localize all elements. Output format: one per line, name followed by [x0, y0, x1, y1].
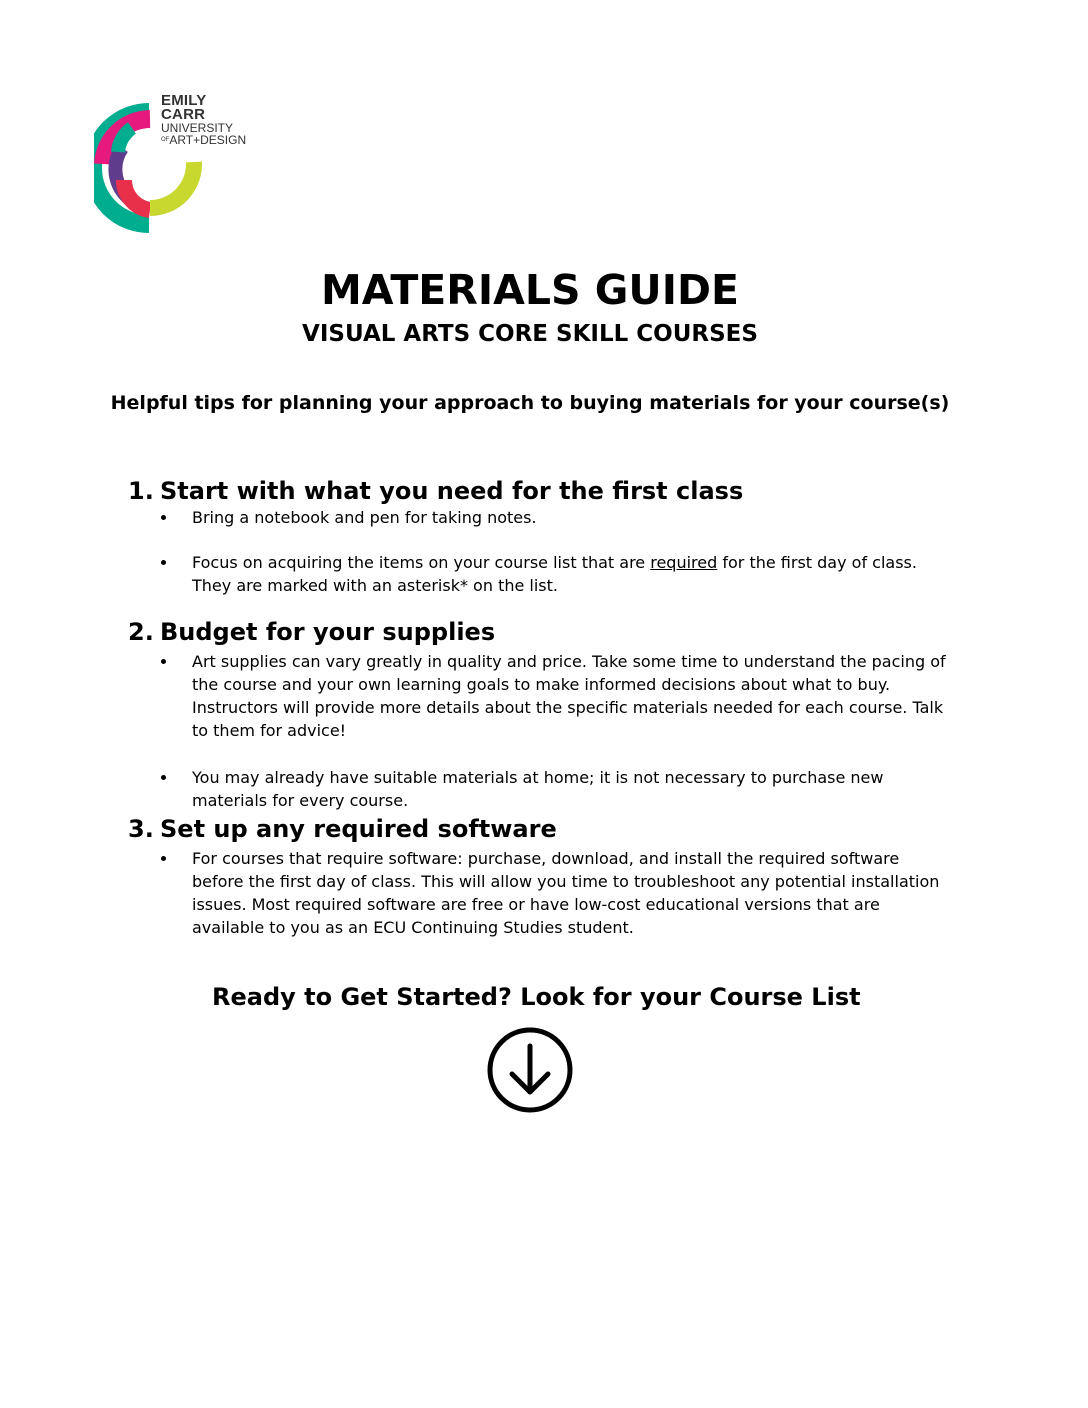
- cta-heading: Ready to Get Started? Look for your Course List: [212, 983, 861, 1011]
- bullet-list: [128, 650, 948, 812]
- intro-text: Helpful tips for planning your approach to buying materials for your course(s): [110, 392, 950, 414]
- list-item: You may already have suitable materials at home; it is not necessary to purchase new materials for every course.: [128, 766, 948, 812]
- page-subtitle: VISUAL ARTS CORE SKILL COURSES: [302, 321, 758, 347]
- bullet-list: [128, 506, 948, 597]
- wordmark-line-4: $^{OF}$ART+DESIGN: [161, 133, 247, 147]
- university-wordmark: [161, 94, 246, 146]
- list-item: Focus on acquiring the items on your course list that are required for the first day of class. They are marked with an asterisk* on the list.: [128, 551, 948, 597]
- section-software: [128, 814, 948, 939]
- wordmark-line-3: UNIVERSITY: [161, 121, 234, 135]
- bullet-list: [128, 847, 948, 939]
- section-heading: 2. Budget for your supplies: [128, 618, 496, 646]
- wordmark-line-2: CARR: [161, 106, 206, 123]
- list-item: Art supplies can vary greatly in quality and price. Take some time to understand the pacing of the course and your own learning goals to make informed decisions about what to buy. Instructors will provide more details about the specific materials needed for each course. Talk to them for advice!: [128, 650, 948, 742]
- list-item: Bring a notebook and pen for taking notes.: [128, 506, 948, 529]
- required-emphasis: required: [650, 553, 718, 572]
- section-heading: 3. Set up any required software: [128, 815, 557, 843]
- wordmark-line-1: EMILY: [161, 92, 207, 109]
- section-budget: [128, 617, 948, 812]
- page-title: MATERIALS GUIDE: [320, 266, 740, 314]
- arrow-down-circle-icon: [486, 1026, 574, 1114]
- section-heading: 1. Start with what you need for the first class: [128, 477, 744, 505]
- section-first-class: [128, 476, 948, 597]
- list-item: For courses that require software: purchase, download, and install the required software before the first day of class. This will allow you time to troubleshoot any potential installation issues. Most required software are free or have low-cost educational versions that are available to you as an ECU Continuing Studies student.: [128, 847, 948, 939]
